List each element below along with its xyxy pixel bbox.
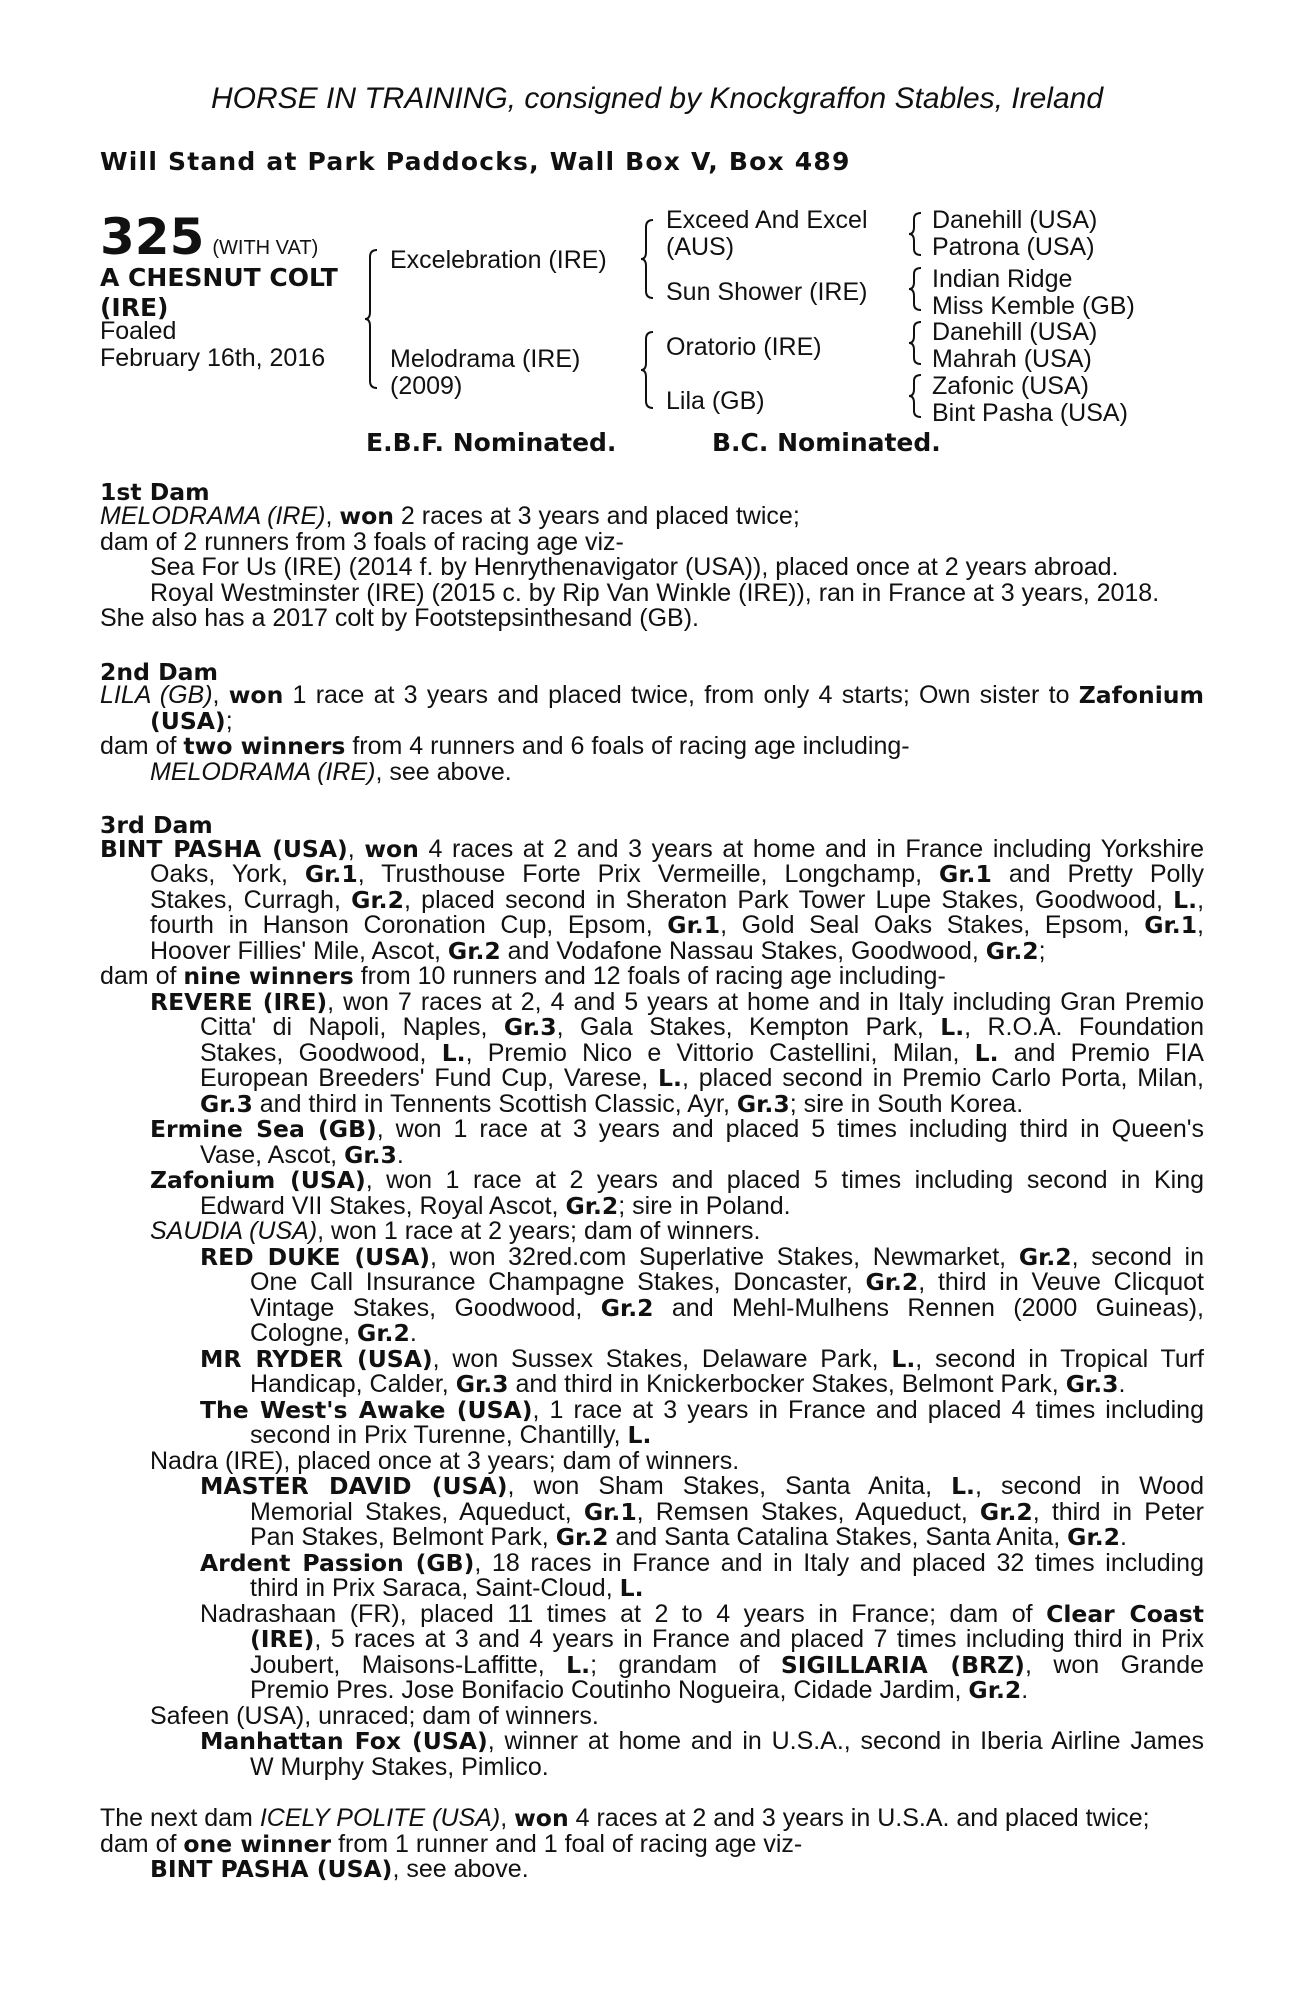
first-dam-produce-summary: dam of 2 runners from 3 foals of racing age viz- xyxy=(100,528,624,556)
pedigree-brace-main xyxy=(364,248,378,390)
third-dam-line: Nadrashaan (FR), placed 11 times at 2 to 4 years in France; dam of Clear Coast xyxy=(200,1600,1204,1628)
third-dam-line: REVERE (IRE), won 7 races at 2, 4 and 5 years at home and in Italy including Gran Premio xyxy=(150,988,1204,1016)
third-dam-line: Safeen (USA), unraced; dam of winners. xyxy=(150,1702,599,1730)
pedigree-dam-sire: Oratorio (IRE) xyxy=(666,333,822,361)
third-dam-line: BINT PASHA (USA), won 4 races at 2 and 3 years at home and in France including Yorkshire xyxy=(100,835,1204,863)
foaled-block xyxy=(100,318,325,372)
third-dam-line: Handicap, Calder, Gr.3 and third in Knickerbocker Stakes, Belmont Park, Gr.3. xyxy=(250,1370,1126,1398)
second-dam-name: LILA (GB) xyxy=(100,681,213,709)
third-dam-line: W Murphy Stakes, Pimlico. xyxy=(250,1753,549,1781)
pedigree-brace-ds xyxy=(908,320,922,366)
pedigree-brace-sd xyxy=(908,266,922,312)
third-dam-line: Hoover Fillies' Mile, Ascot, Gr.2 and Vodafone Nassau Stakes, Goodwood, Gr.2; xyxy=(150,937,1046,965)
third-dam-line: Memorial Stakes, Aqueduct, Gr.1, Remsen Stakes, Aqueduct, Gr.2, third in Peter xyxy=(250,1498,1204,1526)
pedigree-brace-dd xyxy=(908,373,922,419)
second-dam-produce-summary: dam of two winners from 4 runners and 6 foals of racing age including- xyxy=(100,732,910,760)
lot-number: 325 xyxy=(100,208,205,266)
pedigree-sire-sire-line-1: Exceed And Excel xyxy=(666,206,868,234)
third-dam-line: Oaks, York, Gr.1, Trusthouse Forte Prix Vermeille, Longchamp, Gr.1 and Pretty Polly xyxy=(150,860,1205,888)
first-dam-heading: 1st Dam xyxy=(100,478,210,506)
third-dam-line: Cologne, Gr.2. xyxy=(250,1319,417,1347)
third-dam-line: dam of nine winners from 10 runners and 12 foals of racing age including- xyxy=(100,962,946,990)
third-dam-line: Vintage Stakes, Goodwood, Gr.2 and Mehl-Mulhens Rennen (2000 Guineas), xyxy=(250,1294,1204,1322)
first-dam-won: won xyxy=(339,502,394,530)
next-dam-line: BINT PASHA (USA), see above. xyxy=(150,1855,529,1883)
third-dam-line: European Breeders' Fund Cup, Varese, L., placed second in Premio Carlo Porta, Milan, xyxy=(200,1064,1204,1092)
stand-location: Will Stand at Park Paddocks, Wall Box V, Box 489 xyxy=(100,147,851,176)
second-dam-produce-1: MELODRAMA (IRE), see above. xyxy=(150,758,512,786)
third-dam-line: Gr.3 and third in Tennents Scottish Classic, Ayr, Gr.3; sire in South Korea. xyxy=(200,1090,1024,1118)
third-dam-line: Joubert, Maisons-Laffitte, L.; grandam of SIGILLARIA (BRZ), won Grande xyxy=(250,1651,1205,1679)
pedigree-brace-sire xyxy=(640,218,654,300)
third-dam-line: (IRE), 5 races at 3 and 4 years in France and placed 7 times including third in Prix xyxy=(250,1625,1204,1653)
third-dam-heading: 3rd Dam xyxy=(100,811,213,839)
third-dam-line: MR RYDER (USA), won Sussex Stakes, Delaware Park, L., second in Tropical Turf xyxy=(200,1345,1204,1373)
third-dam-line: fourth in Hanson Coronation Cup, Epsom, Gr.1, Gold Seal Oaks Stakes, Epsom, Gr.1, xyxy=(150,911,1204,939)
third-dam-line: Citta' di Napoli, Naples, Gr.3, Gala Stakes, Kempton Park, L., R.O.A. Foundation xyxy=(200,1013,1204,1041)
lot-description xyxy=(100,263,338,323)
third-dam-line: Edward VII Stakes, Royal Ascot, Gr.2; sire in Poland. xyxy=(200,1192,791,1220)
pedigree-sire-sire-line-2: (AUS) xyxy=(666,233,735,261)
pedigree-ssd: Patrona (USA) xyxy=(932,233,1095,261)
third-dam-line: Stakes, Curragh, Gr.2, placed second in Sheraton Park Tower Lupe Stakes, Goodwood, L., xyxy=(150,886,1205,914)
pedigree-sire: Excelebration (IRE) xyxy=(390,246,607,274)
second-dam-won: won xyxy=(228,681,284,709)
second-dam-heading: 2nd Dam xyxy=(100,658,218,686)
second-dam-record-cont: (USA); xyxy=(150,707,233,735)
third-dam-line: Ermine Sea (GB), won 1 race at 3 years and placed 5 times including third in Queen's xyxy=(150,1115,1204,1143)
pedigree-dam-year: (2009) xyxy=(390,372,463,400)
pedigree-sdd: Miss Kemble (GB) xyxy=(932,292,1135,320)
first-dam-record: MELODRAMA (IRE), won 2 races at 3 years and placed twice; xyxy=(100,502,800,530)
third-dam-line: Premio Pres. Jose Bonifacio Coutinho Nogueira, Cidade Jardim, Gr.2. xyxy=(250,1676,1029,1704)
third-dam-line: Pan Stakes, Belmont Park, Gr.2 and Santa Catalina Stakes, Santa Anita, Gr.2. xyxy=(250,1523,1127,1551)
third-dam-line: Nadra (IRE), placed once at 3 years; dam of winners. xyxy=(150,1447,740,1475)
bc-nominated: B.C. Nominated. xyxy=(712,428,941,457)
foaled-date: February 16th, 2016 xyxy=(100,344,326,372)
lot-description-line-1: A CHESNUT COLT xyxy=(100,263,338,292)
next-dam-line: dam of one winner from 1 runner and 1 foal of racing age viz- xyxy=(100,1830,803,1858)
first-dam-produce-2: Royal Westminster (IRE) (2015 c. by Rip Van Winkle (IRE)), ran in France at 3 years, 2018. xyxy=(150,579,1160,607)
third-dam-line: Stakes, Goodwood, L., Premio Nico e Vittorio Castellini, Milan, L. and Premio FIA xyxy=(200,1039,1204,1067)
third-dam-line: MASTER DAVID (USA), won Sham Stakes, Santa Anita, L., second in Wood xyxy=(200,1472,1204,1500)
pedigree-sire-dam: Sun Shower (IRE) xyxy=(666,278,868,306)
ebf-nominated: E.B.F. Nominated. xyxy=(366,428,617,457)
first-dam-produce-1: Sea For Us (IRE) (2014 f. by Henrythenavigator (USA)), placed once at 2 years abroad. xyxy=(150,553,1119,581)
third-dam-line: RED DUKE (USA), won 32red.com Superlative Stakes, Newmarket, Gr.2, second in xyxy=(200,1243,1204,1271)
lot-description-line-2: (IRE) xyxy=(100,293,169,322)
second-dam-record: LILA (GB), won 1 race at 3 years and placed twice, from only 4 starts; Own sister to Zafonium xyxy=(100,681,1204,709)
consignment-line: HORSE IN TRAINING, consigned by Knockgraffon Stables, Ireland xyxy=(210,82,1104,115)
lot-block xyxy=(100,208,318,266)
pedigree-dam-name: Melodrama (IRE) xyxy=(390,345,581,373)
third-dam-line: Zafonium (USA), won 1 race at 2 years and placed 5 times including second in King xyxy=(150,1166,1205,1194)
pedigree-dam-dam: Lila (GB) xyxy=(666,387,765,415)
pedigree-brace-ss xyxy=(908,211,922,257)
pedigree-ddd: Bint Pasha (USA) xyxy=(932,399,1128,427)
third-dam-line: Manhattan Fox (USA), winner at home and in U.S.A., second in Iberia Airline James xyxy=(200,1727,1204,1755)
third-dam-line: SAUDIA (USA), won 1 race at 2 years; dam of winners. xyxy=(150,1217,761,1245)
own-sister-name: Zafonium xyxy=(1078,681,1204,709)
vat-note: (WITH VAT) xyxy=(212,237,319,259)
third-dam-line: second in Prix Turenne, Chantilly, L. xyxy=(250,1421,652,1449)
first-dam-name: MELODRAMA (IRE) xyxy=(100,502,326,530)
third-dam-line: third in Prix Saraca, Saint-Cloud, L. xyxy=(250,1574,644,1602)
first-dam-produce-3: She also has a 2017 colt by Footstepsinthesand (GB). xyxy=(100,604,699,632)
pedigree-brace-dam xyxy=(640,330,654,410)
pedigree-dsd: Mahrah (USA) xyxy=(932,345,1092,373)
pedigree-sds: Indian Ridge xyxy=(932,265,1073,293)
third-dam-line: The West's Awake (USA), 1 race at 3 years in France and placed 4 times including xyxy=(200,1396,1204,1424)
next-dam-line: The next dam ICELY POLITE (USA), won 4 races at 2 and 3 years in U.S.A. and placed twice; xyxy=(100,1804,1150,1832)
third-dam-line: Ardent Passion (GB), 18 races in France and in Italy and placed 32 times including xyxy=(200,1549,1204,1577)
pedigree-dss: Danehill (USA) xyxy=(932,318,1098,346)
pedigree-sss: Danehill (USA) xyxy=(932,206,1098,234)
pedigree-dds: Zafonic (USA) xyxy=(932,372,1089,400)
third-dam-line: Vase, Ascot, Gr.3. xyxy=(200,1141,404,1169)
third-dam-line: One Call Insurance Champagne Stakes, Doncaster, Gr.2, third in Veuve Clicquot xyxy=(250,1268,1204,1296)
foaled-label: Foaled xyxy=(100,317,177,345)
